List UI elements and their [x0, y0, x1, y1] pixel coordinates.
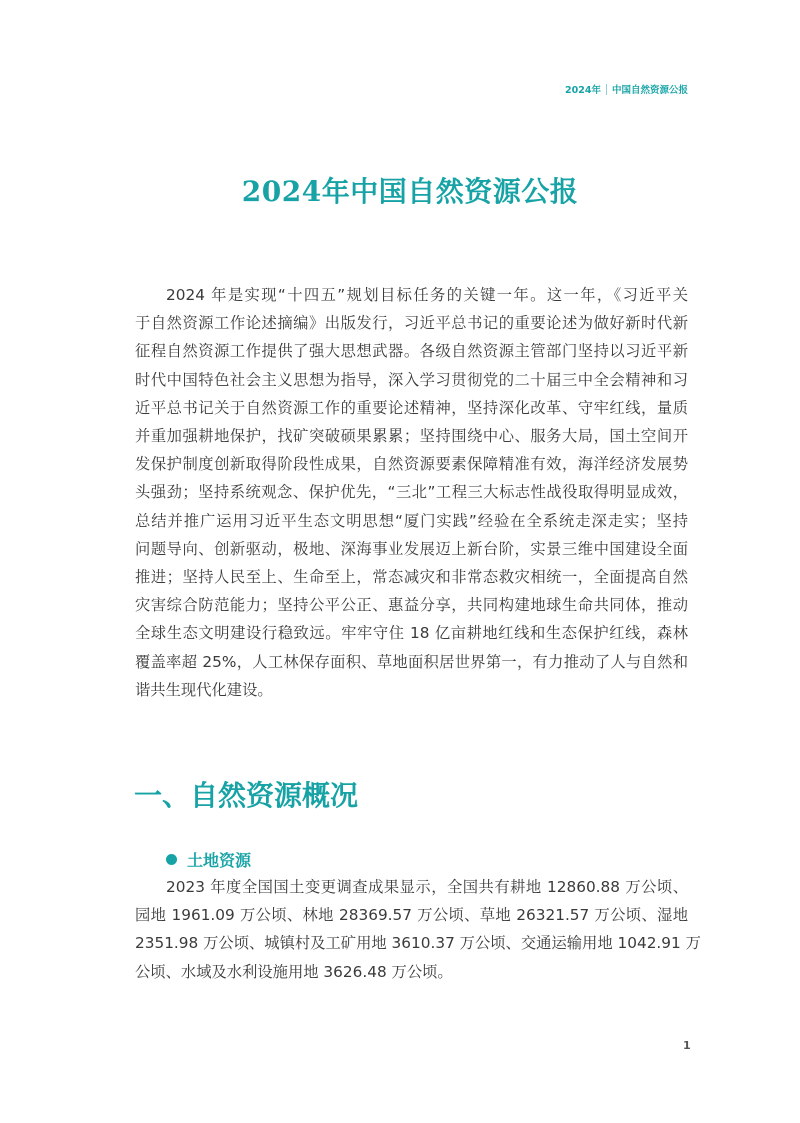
text-line: 推进；坚持人民至上、生命至上，常态减灾和非常态救灾相统一，全面提高自然: [135, 568, 688, 586]
section-heading: 一、自然资源概况: [134, 779, 359, 812]
header-divider: [606, 84, 607, 95]
text-line: 公顷、水域及水利设施用地 3626.48 万公顷。: [135, 962, 453, 981]
text-line: 近平总书记关于自然资源工作的重要论述精神，坚持深化改革、守牢红线，量质: [135, 398, 688, 417]
text-line: 问题导向、创新驱动，极地、深海事业发展迈上新台阶，实景三维中国建设全面: [135, 539, 688, 558]
running-header: [565, 82, 688, 96]
text-line: 2024 年是实现“十四五”规划目标任务的关键一年。这一年，《习近平关: [166, 286, 688, 304]
text-line: 于自然资源工作论述摘编》出版发行，习近平总书记的重要论述为做好新时代新: [135, 314, 688, 333]
text-line: 谐共生现代化建设。: [135, 680, 273, 699]
text-line: 并重加强耕地保护，找矿突破硕果累累；坚持围绕中心、服务大局，国土空间开: [135, 427, 688, 445]
bullet-dot-icon: [166, 854, 177, 865]
text-line: 发保护制度创新取得阶段性成果，自然资源要素保障精准有效，海洋经济发展势: [135, 455, 688, 474]
page-title: 2024年中国自然资源公报: [241, 175, 579, 208]
text-line: 2023 年度全国国土变更调查成果显示，全国共有耕地 12860.88 万公顷、: [166, 878, 688, 896]
text-line: 覆盖率超 25%，人工林保存面积、草地面积居世界第一，有力推动了人与自然和: [135, 652, 688, 671]
text-line: 园地 1961.09 万公顷、林地 28369.57 万公顷、草地 26321.57 万公顷、湿地: [135, 906, 688, 925]
text-line: 总结并推广运用习近平生态文明思想“厦门实践”经验在全系统走深走实；坚持: [135, 511, 688, 530]
text-line: 灾害综合防范能力；坚持公平公正、惠益分享，共同构建地球生命共同体，推动: [135, 596, 688, 615]
header-year: 2024年: [565, 85, 601, 96]
text-line: 全球生态文明建设行稳致远。牢牢守住 18 亿亩耕地红线和生态保护红线，森林: [135, 624, 688, 643]
header-title: 中国自然资源公报: [611, 85, 688, 96]
subsection-title: 土地资源: [187, 851, 252, 870]
subsection-heading: [166, 848, 251, 871]
page-number: 1: [683, 1039, 691, 1052]
text-line: 2351.98 万公顷、城镇村及工矿用地 3610.37 万公顷、交通运输用地 1042.91 万: [135, 934, 701, 953]
text-line: 头强劲；坚持系统观念、保护优先，“三北”工程三大标志性战役取得明显成效，: [135, 483, 688, 502]
text-line: 时代中国特色社会主义思想为指导，深入学习贯彻党的二十届三中全会精神和习: [135, 370, 688, 389]
text-line: 征程自然资源工作提供了强大思想武器。各级自然资源主管部门坚持以习近平新: [135, 342, 688, 361]
